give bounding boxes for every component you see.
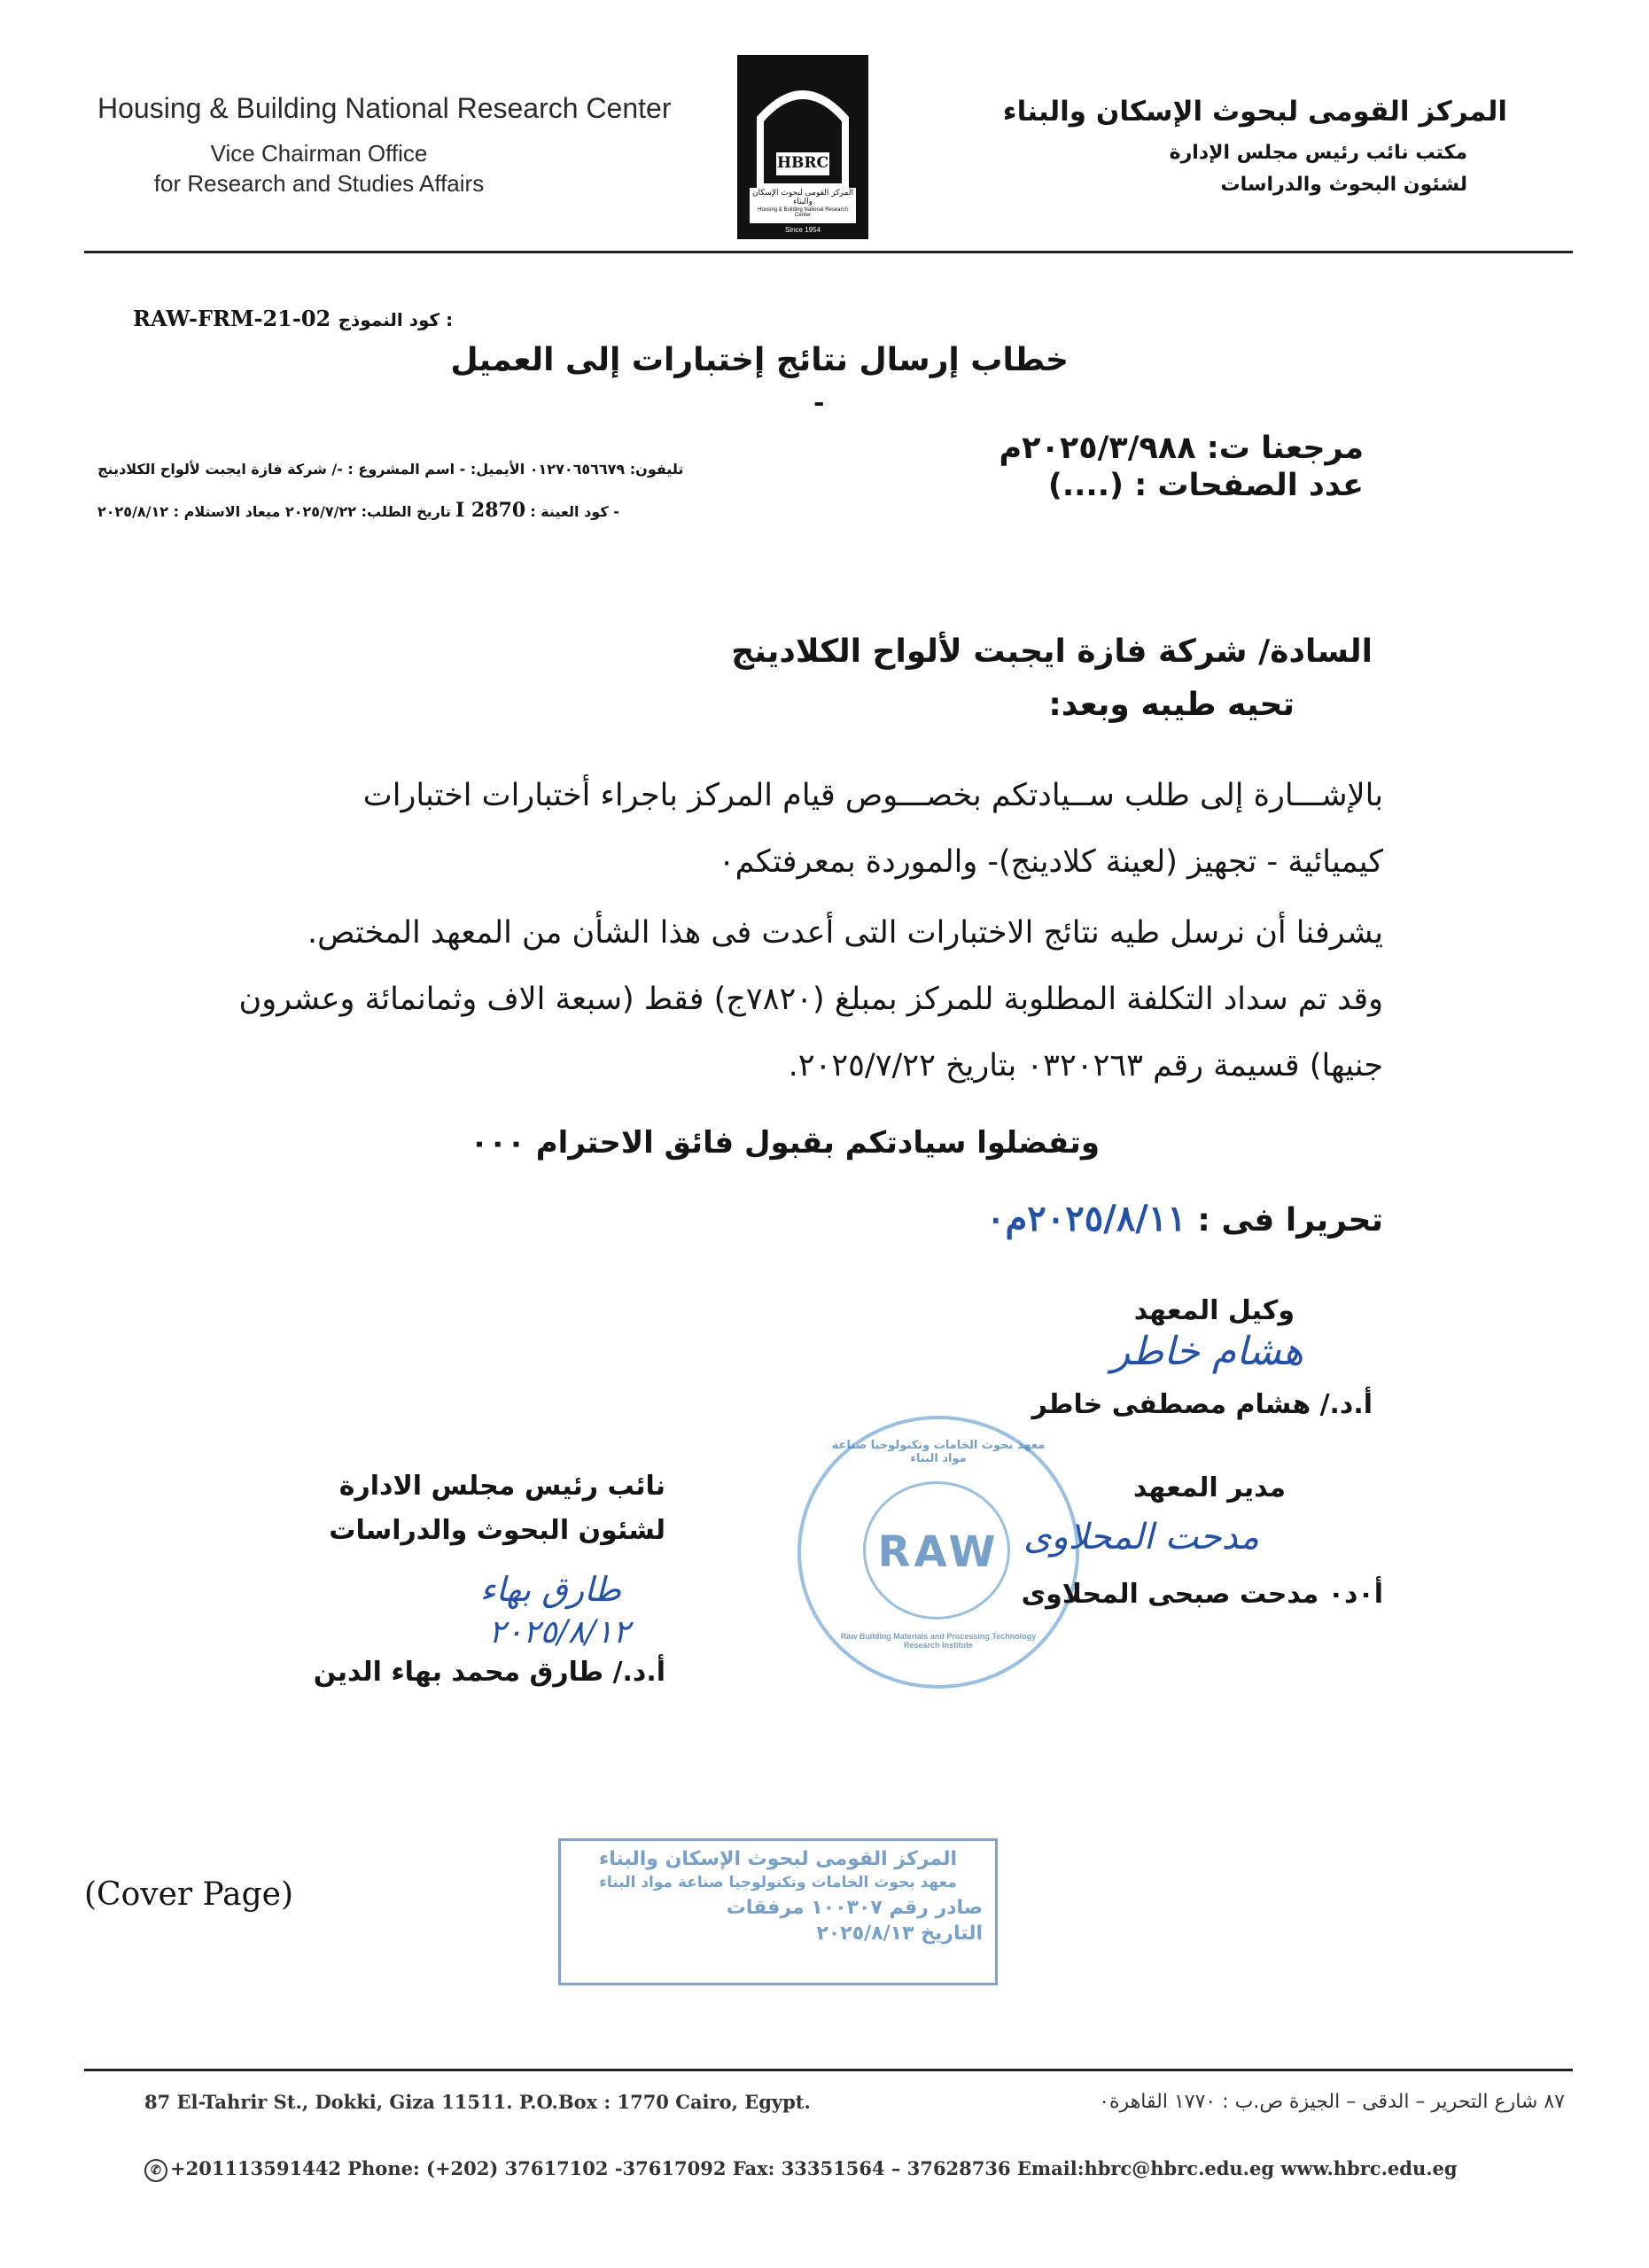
- meta-line-1: تليفون: ٠١٢٧٠٦٥٦٦٧٩ الأيميل: - اسم المشروع : -/ شركة فازة ايجبت لألواح الكلادينج: [97, 461, 684, 478]
- director-name: أ٠د٠ مدحت صبحى المحلاوى: [1021, 1579, 1383, 1610]
- pages-count: عدد الصفحات : (....): [1047, 468, 1364, 503]
- paragraph-1-line-1: بالإشـــارة إلى طلب ســيادتكم بخصـــوص قيام المركز باجراء أختبارات اختبارات: [362, 778, 1383, 813]
- addressee: السادة/ شركة فازة ايجبت لألواح الكلادينج: [731, 633, 1373, 670]
- form-code-label: كود النموذج :: [338, 309, 454, 330]
- header-en-office-1: Vice Chairman Office: [210, 140, 428, 167]
- paragraph-3-line-1: وقد تم سداد التكلفة المطلوبة للمركز بمبلغ (٧٨٢٠ج) فقط (سبعة الاف وثمانمائة وعشرون: [238, 982, 1383, 1017]
- vp-title-1: نائب رئيس مجلس الادارة: [338, 1471, 665, 1502]
- reference-number: مرجعنا ت: ٢٠٢٥/٣/٩٨٨م: [999, 431, 1364, 466]
- footer-address-en: 87 El-Tahrir St., Dokki, Giza 11511. P.O.Box : 1770 Cairo, Egypt.: [144, 2091, 811, 2113]
- footer-divider: [84, 2069, 1573, 2071]
- header-ar-office-2: لشئون البحوث والدراسات: [1220, 174, 1467, 196]
- vp-name: أ.د./ طارق محمد بهاء الدين: [313, 1657, 665, 1688]
- rect-stamp-line-2: معهد بحوث الخامات وتكنولوجيا صناعة مواد البناء: [599, 1874, 957, 1891]
- director-title: مدير المعهد: [1132, 1472, 1286, 1503]
- outgoing-rect-stamp: [558, 1838, 998, 1985]
- form-title: خطاب إرسال نتائج إختبارات إلى العميل: [450, 342, 1069, 378]
- rect-stamp-line-4: التاريخ ٢٠٢٥/٨/١٣: [816, 1922, 983, 1945]
- header-divider: [84, 251, 1573, 253]
- title-dash: -: [813, 387, 825, 418]
- paragraph-3-line-2: جنيها) قسيمة رقم ٠٣٢٠٢٦٣ بتاريخ ٢٠٢٥/٧/٢٢.: [788, 1048, 1383, 1084]
- hbrc-logo: [737, 55, 868, 239]
- stamp-center: RAW: [877, 1527, 1000, 1577]
- date-label: تحريرا فى :: [1197, 1202, 1383, 1239]
- whatsapp-icon: ✆: [144, 2159, 167, 2182]
- footer-address-ar: ٨٧ شارع التحرير – الدقى – الجيزة ص.ب : ١٧٧٠ القاهرة٠: [1099, 2091, 1565, 2113]
- rect-stamp-line-1: المركز القومى لبحوث الإسكان والبناء: [599, 1848, 957, 1870]
- deputy-name: أ.د./ هشام مصطفى خاطر: [1031, 1389, 1373, 1420]
- vp-signature: طارق بهاء: [479, 1570, 621, 1609]
- header-ar-office-1: مكتب نائب رئيس مجلس الإدارة: [1169, 142, 1467, 164]
- paragraph-2: يشرفنا أن نرسل طيه نتائج الاختبارات التى أعدت فى هذا الشأن من المعهد المختص.: [307, 915, 1383, 951]
- form-code-value: RAW-FRM-21-02: [133, 306, 331, 331]
- greeting: تحيه طيبه وبعد:: [1048, 687, 1295, 723]
- cover-page-label: (Cover Page): [84, 1876, 294, 1913]
- stamp-ring-top: معهد بحوث الخامات وتكنولوجيا صناعة مواد البناء: [831, 1439, 1046, 1465]
- header-ar-org: المركز القومى لبحوث الإسكان والبناء: [1002, 96, 1507, 128]
- vp-title-2: لشئون البحوث والدراسات: [329, 1515, 665, 1546]
- logo-ar: المركز القومى لبحوث الإسكان والبناء: [752, 189, 853, 206]
- meta-line-2: [97, 499, 619, 522]
- director-signature: مدحت المحلاوى: [1023, 1517, 1259, 1557]
- logo-abbr: HBRC: [776, 154, 829, 172]
- paragraph-1-line-2: كيميائية - تجهيز (لعينة كلادينج)- والموردة بمعرفتكم٠: [718, 844, 1383, 880]
- logo-since: Since 1954: [784, 226, 821, 234]
- meta-dates: تاريخ الطلب: ٢٠٢٥/٧/٢٢ ميعاد الاستلام : ٢٠٢٥/٨/١٢: [97, 503, 451, 520]
- deputy-title: وكيل المعهد: [1133, 1295, 1295, 1326]
- header-en-office-2: for Research and Studies Affairs: [153, 170, 485, 197]
- footer-contact: [144, 2157, 1458, 2182]
- date-value: ٢٠٢٥/٨/١١م٠: [986, 1198, 1186, 1239]
- meta-sample-label: - كود العينة :: [530, 503, 619, 520]
- logo-en: Housing & Building National Research Center: [758, 207, 848, 218]
- closing: وتفضلوا سيادتكم بقبول فائق الاحترام ٠٠٠: [470, 1125, 1100, 1161]
- footer-contact-text: +201113591442 Phone: (+202) 37617102 -37617092 Fax: 33351564 – 37628736 Email:hbrc@hbrc.edu.eg www.hbrc.edu.eg: [170, 2157, 1458, 2179]
- stamp-ring-bottom: Raw Building Materials and Processing Technology Research Institute: [840, 1632, 1037, 1650]
- date-line: [986, 1198, 1383, 1239]
- form-code: [133, 306, 453, 331]
- deputy-signature: هشام خاطر: [1111, 1329, 1303, 1374]
- rect-stamp-line-3: صادر رقم ١٠٠٣٠٧ مرفقات: [726, 1897, 983, 1919]
- header-en-org: Housing & Building National Research Center: [97, 92, 672, 124]
- meta-sample-code: 2870 I: [455, 499, 526, 522]
- vp-signature-date: ٢٠٢٥/٨/١٢: [488, 1614, 630, 1651]
